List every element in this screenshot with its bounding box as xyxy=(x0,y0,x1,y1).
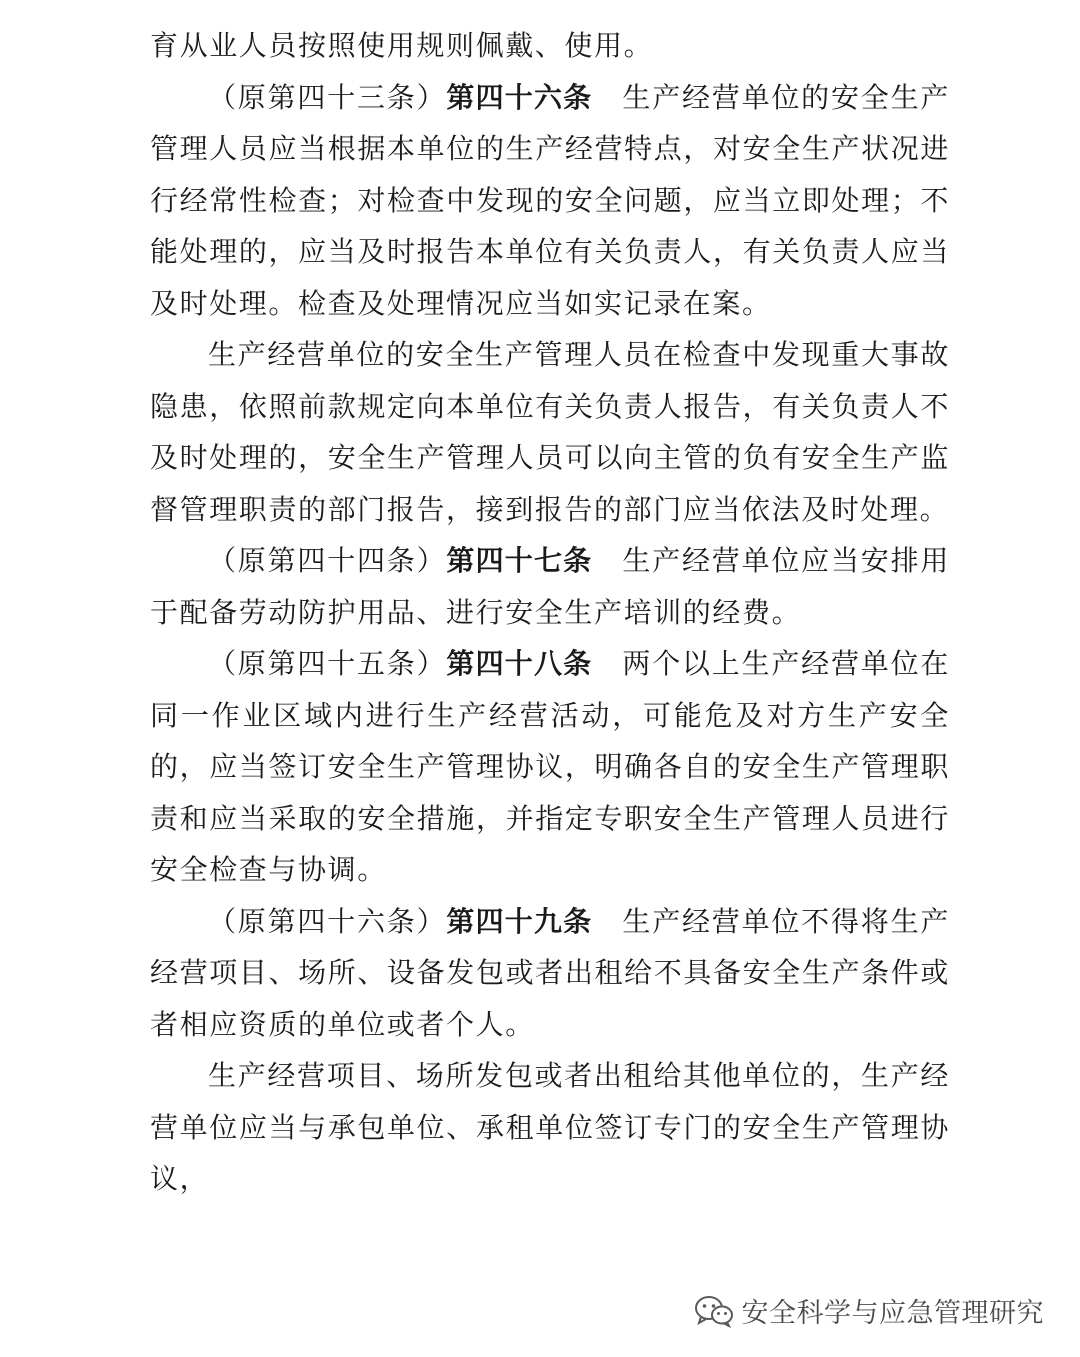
article-number: 第四十八条 xyxy=(446,647,593,680)
original-article-ref: （原第四十四条） xyxy=(208,544,447,577)
watermark xyxy=(694,1291,1045,1330)
original-article-ref: （原第四十三条） xyxy=(208,80,447,114)
article-number: 第四十六条 xyxy=(446,80,593,114)
paragraph-text: 两个以上生产经营单位在同一作业区域内进行生产经营活动，可能危及对方生产安全的，应当签订安全生产管理协议，明确各自的安全生产管理职责和应当采取的安全措施，并指定专职安全生产管理人员进行安全检查与协调。 xyxy=(150,647,950,886)
article-number: 第四十七条 xyxy=(446,544,593,577)
article-number: 第四十九条 xyxy=(446,904,593,938)
paragraph-text: 生产经营单位的安全生产管理人员应当根据本单位的生产经营特点，对安全生产状况进行经常性检查；对检查中发现的安全问题，应当立即处理；不能处理的，应当及时报告本单位有关负责人，有关负责人应当及时处理。检查及处理情况应当如实记录在案。 xyxy=(150,80,950,320)
paragraph-7 xyxy=(150,1050,950,1205)
paragraph-text: 育从业人员按照使用规则佩戴、使用。 xyxy=(150,29,654,62)
paragraph-3 xyxy=(150,329,950,535)
paragraph-text: 生产经营单位的安全生产管理人员在检查中发现重大事故隐患，依照前款规定向本单位有关负责人报告，有关负责人不及时处理的，安全生产管理人员可以向主管的负有安全生产监督管理职责的部门报告，接到报告的部门应当依法及时处理。 xyxy=(150,338,950,526)
original-article-ref: （原第四十六条） xyxy=(208,904,447,938)
document-body xyxy=(150,20,950,1205)
paragraph-text: 生产经营项目、场所发包或者出租给其他单位的，生产经营单位应当与承包单位、承租单位签订专门的安全生产管理协议， xyxy=(150,1059,950,1195)
original-article-ref: （原第四十五条） xyxy=(208,647,447,680)
watermark-text: 安全科学与应急管理研究 xyxy=(741,1298,1044,1329)
paragraph-article-46 xyxy=(150,72,950,330)
paragraph-article-48 xyxy=(150,638,950,896)
paragraph-1 xyxy=(150,20,950,72)
paragraph-article-47 xyxy=(150,535,950,638)
paragraph-text: 生产经营单位不得将生产经营项目、场所、设备发包或者出租给不具备安全生产条件或者相应资质的单位或者个人。 xyxy=(150,904,950,1041)
wechat-icon xyxy=(694,1294,734,1328)
paragraph-text: 生产经营单位应当安排用于配备劳动防护用品、进行安全生产培训的经费。 xyxy=(150,544,950,629)
paragraph-article-49 xyxy=(150,896,950,1051)
